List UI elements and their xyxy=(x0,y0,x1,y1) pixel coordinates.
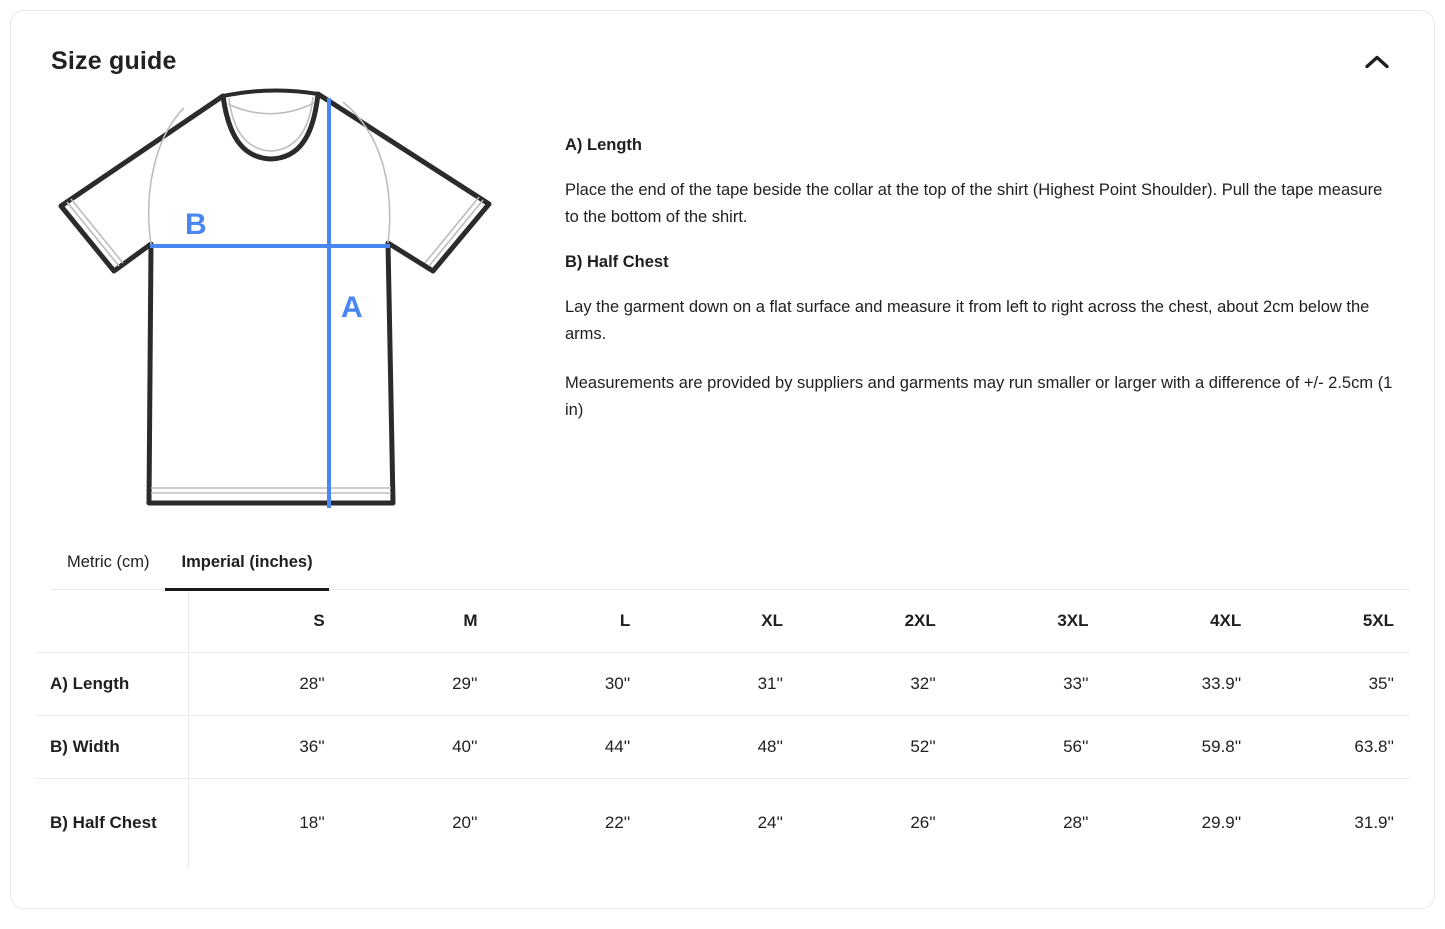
tab-imperial[interactable]: Imperial (inches) xyxy=(165,543,328,591)
cell-half-chest-4xl: 29.9'' xyxy=(1201,813,1242,833)
tolerance-note: Measurements are provided by suppliers and garments may run smaller or larger with a difference of +/- 2.5cm (1 in) xyxy=(565,374,1393,419)
cell-half-chest-5xl: 31.9'' xyxy=(1354,813,1394,833)
size-guide-header xyxy=(35,35,1410,76)
cell-length-s: 28'' xyxy=(188,652,341,715)
unit-tabs xyxy=(51,543,1410,590)
table-row-length xyxy=(35,652,1410,715)
column-header-l: L xyxy=(494,590,647,652)
cell-width-l: 44'' xyxy=(494,715,647,778)
diagram-label-b: B xyxy=(185,208,207,241)
size-table-header-row xyxy=(35,590,1410,652)
cell-width-3xl: 56'' xyxy=(952,715,1105,778)
diagram-label-a: A xyxy=(341,291,363,324)
cell-length-5xl: 35'' xyxy=(1257,652,1410,715)
cell-half-chest-3xl: 28'' xyxy=(1063,813,1089,833)
cell-width-m: 40'' xyxy=(341,715,494,778)
column-header-xl: XL xyxy=(646,590,799,652)
table-row-half-chest xyxy=(35,778,1410,868)
length-heading: A) Length xyxy=(565,136,642,154)
cell-half-chest-m: 20'' xyxy=(452,813,478,833)
cell-length-m: 29'' xyxy=(341,652,494,715)
cell-length-2xl: 32'' xyxy=(799,652,952,715)
half-chest-heading: B) Half Chest xyxy=(565,253,669,271)
measurement-instructions xyxy=(565,84,1394,517)
table-row-width xyxy=(35,715,1410,778)
column-header-2xl: 2XL xyxy=(799,590,952,652)
cell-half-chest-2xl: 26'' xyxy=(910,813,936,833)
collapse-button[interactable] xyxy=(1360,49,1394,75)
row-label-width: B) Width xyxy=(35,715,188,778)
row-label-half-chest: B) Half Chest xyxy=(35,778,188,868)
collar-back-edge xyxy=(223,90,318,96)
size-guide-content xyxy=(51,84,1394,517)
chevron-up-icon xyxy=(1364,59,1390,74)
cell-width-xl: 48'' xyxy=(646,715,799,778)
tshirt-outline xyxy=(61,94,489,503)
column-header-m: M xyxy=(341,590,494,652)
cell-width-5xl: 63.8'' xyxy=(1257,715,1410,778)
cell-length-3xl: 33'' xyxy=(952,652,1105,715)
cell-length-4xl: 33.9'' xyxy=(1105,652,1258,715)
column-header-3xl: 3XL xyxy=(952,590,1105,652)
size-table xyxy=(35,590,1410,868)
page-title: Size guide xyxy=(51,47,177,75)
cell-half-chest-xl: 24'' xyxy=(757,813,783,833)
cell-half-chest-s: 18'' xyxy=(299,813,325,833)
column-header-s: S xyxy=(188,590,341,652)
tshirt-diagram xyxy=(51,84,503,517)
cell-length-l: 30'' xyxy=(494,652,647,715)
cell-width-2xl: 52'' xyxy=(799,715,952,778)
cell-width-4xl: 59.8'' xyxy=(1105,715,1258,778)
cell-width-s: 36'' xyxy=(188,715,341,778)
cell-half-chest-l: 22'' xyxy=(604,813,631,833)
row-label-length: A) Length xyxy=(35,652,188,715)
cell-length-xl: 31'' xyxy=(646,652,799,715)
size-table-corner-cell xyxy=(35,590,188,652)
size-guide-card xyxy=(10,10,1435,909)
length-description: Place the end of the tape beside the collar at the top of the shirt (Highest Point Shoulder). Pull the tape measure to the bottom of the shirt. xyxy=(565,181,1383,226)
tab-metric[interactable]: Metric (cm) xyxy=(51,543,165,591)
column-header-4xl: 4XL xyxy=(1105,590,1258,652)
column-header-5xl: 5XL xyxy=(1257,590,1410,652)
half-chest-description: Lay the garment down on a flat surface and measure it from left to right across the chest, about 2cm below the arms. xyxy=(565,298,1370,343)
